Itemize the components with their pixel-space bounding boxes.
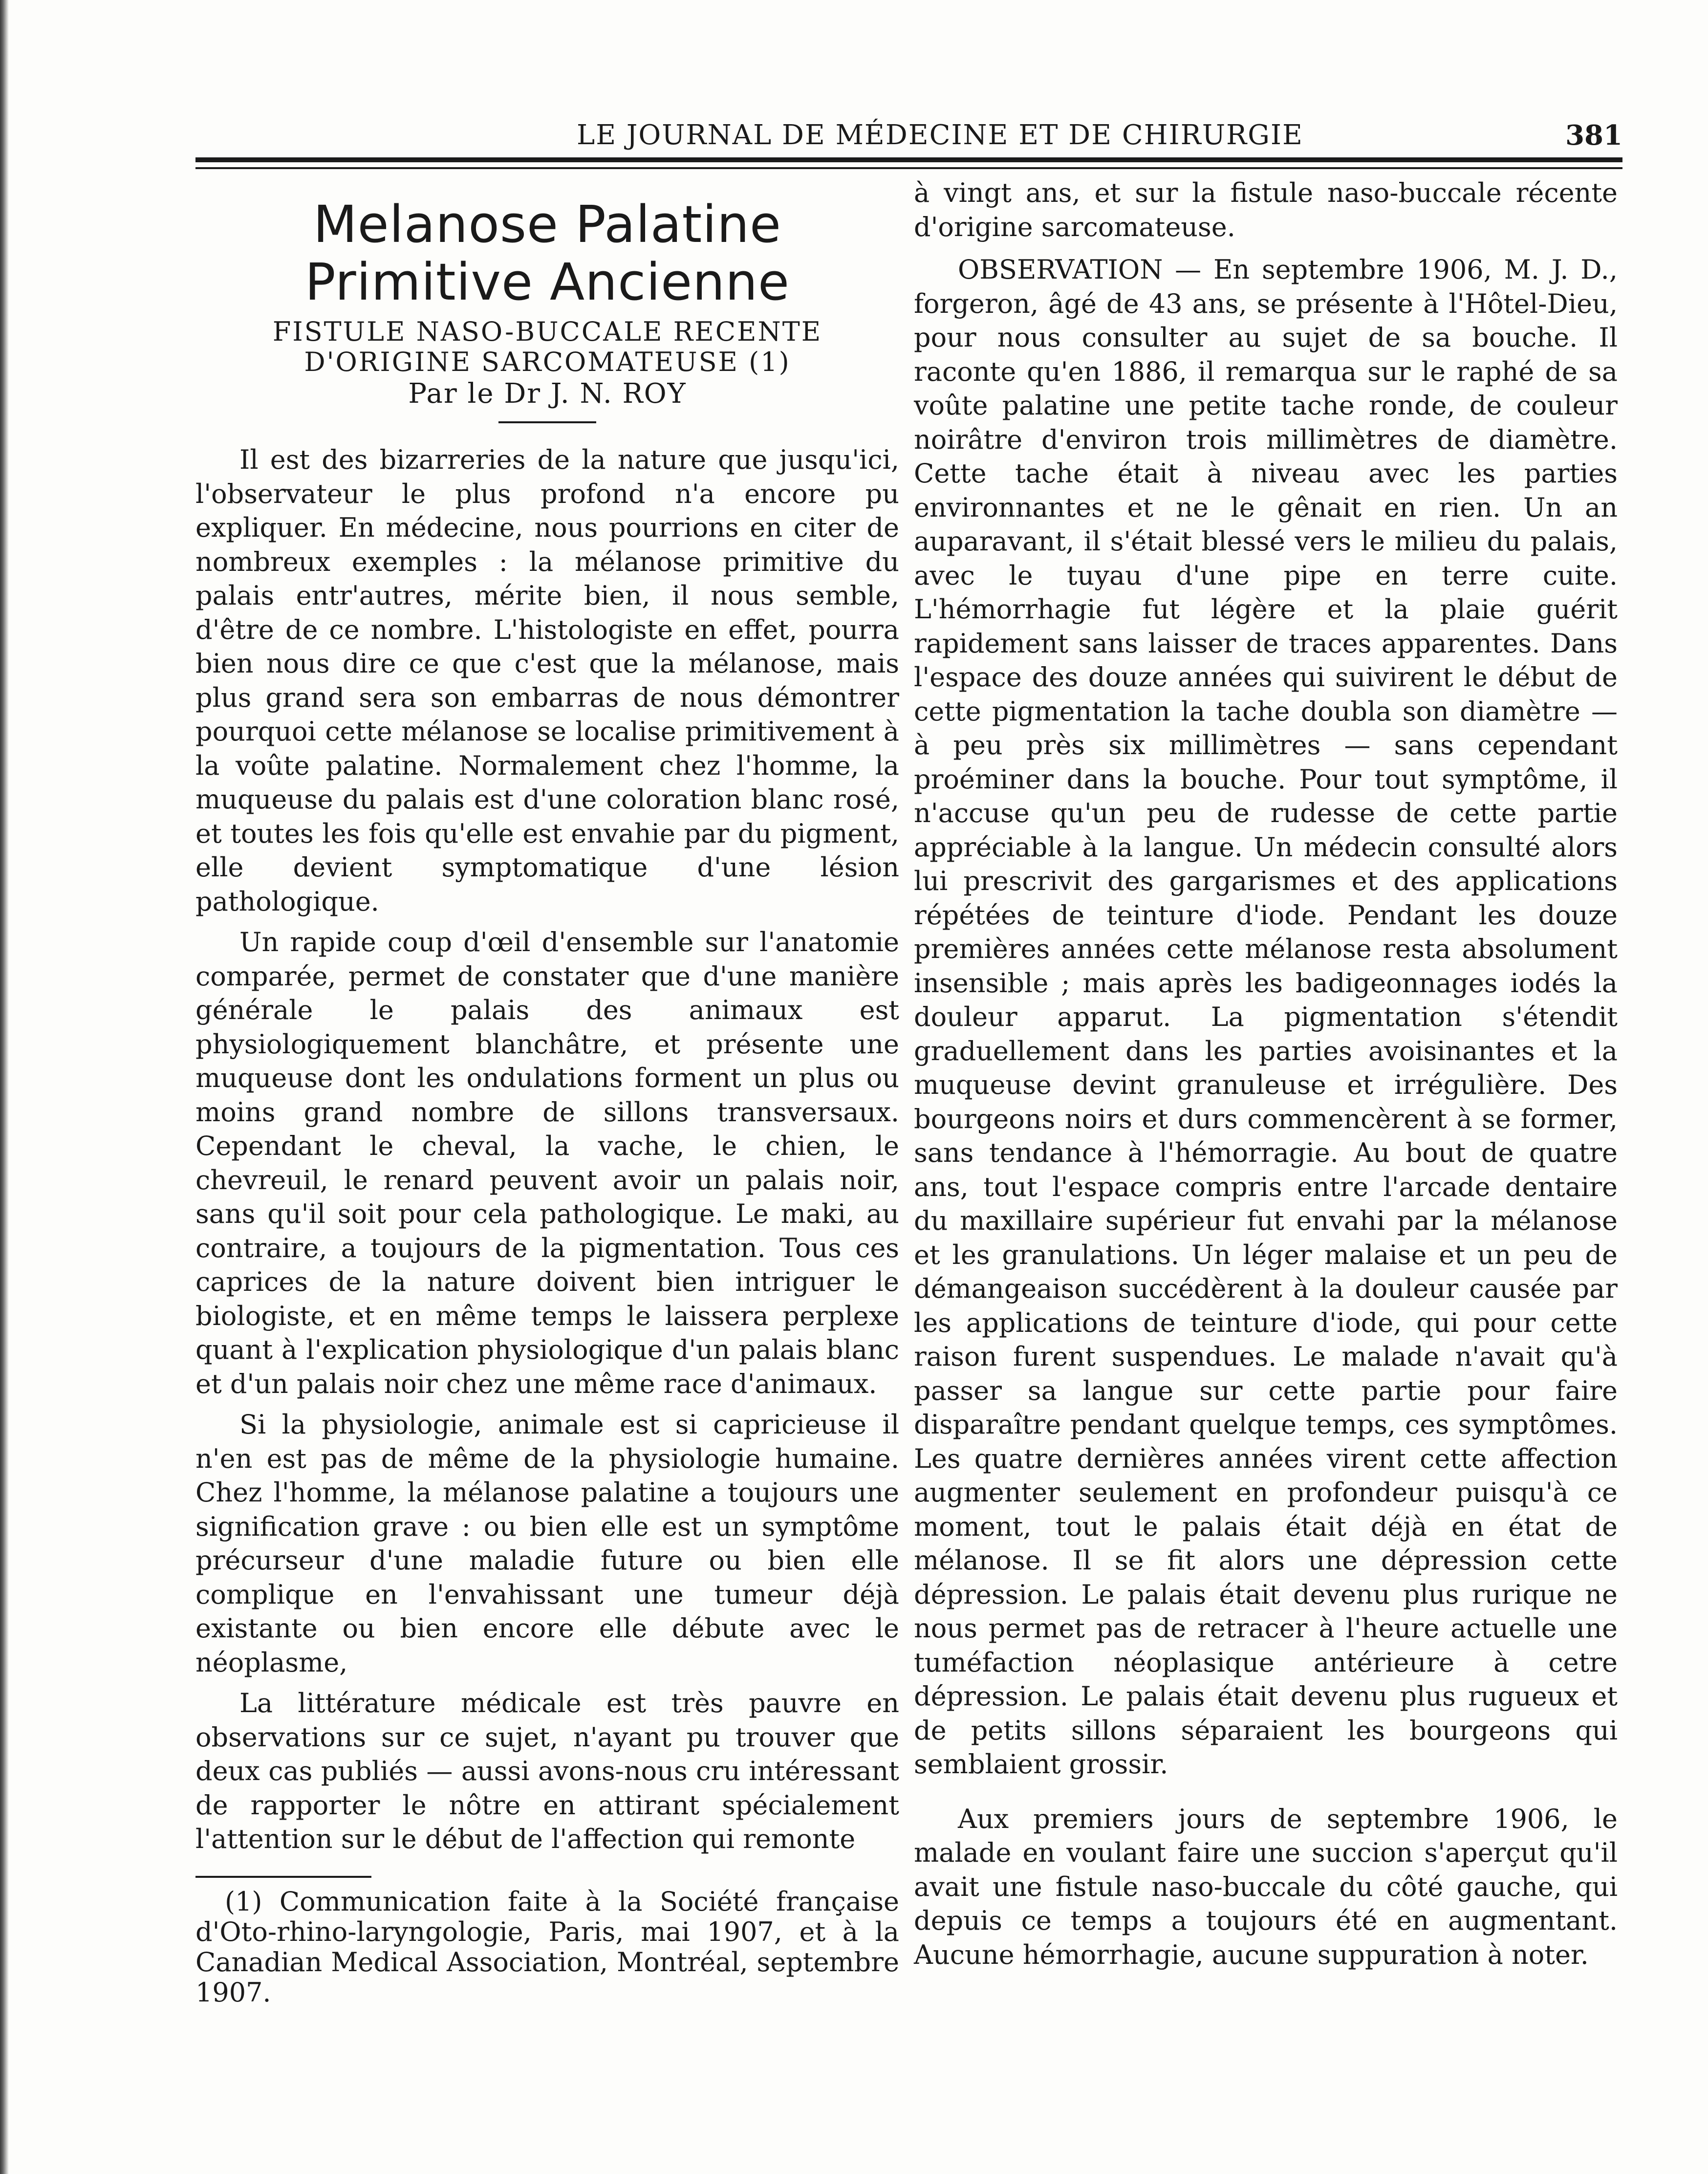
paragraph-literature: La littérature médicale est très pauvre en observations sur ce sujet, n'ayant pu trouver que deux cas publiés — aussi avons-nous cru intéressant de rapporter le nôtre en attirant spécialement l'attention sur le début de l'affection qui remonte [195,1688,899,1854]
paragraph-continuation: à vingt ans, et sur la fistule naso-buccale récente d'origine sarcomateuse. [914,177,1618,242]
journal-title: LE JOURNAL DE MÉDECINE ET DE CHIRURGIE [577,119,1303,151]
article-byline: Par le Dr J. N. ROY [408,378,687,410]
header-rule-thin [195,167,1622,169]
paragraph-fistula: Aux premiers jours de septembre 1906, le malade en voulant faire une succion s'aperçut qu'il avait une fistule naso-buccale du côté gauche, qui depuis ce temps a toujours été en augmentant. Aucune hémorrhagie, aucune suppuration à noter. [914,1803,1618,1970]
article-subtitle-line1: FISTULE NASO-BUCCALE RECENTE [272,316,822,347]
paragraph-intro: Il est des bizarreries de la nature que jusqu'ici, l'observateur le plus profond n'a encore pu expliquer. En médecine, nous pourrions en citer de nombreux exemples : la mélanose primitive du palais entr'autres, mérite bien, il nous semble, d'être de ce nombre. L'histologiste en effet, pourra bien nous dire ce que c'est que la mélanose, mais plus grand sera son embarras de nous démontrer pourquoi cette mélanose se localise primitivement à la voûte palatine. Normalement chez l'homme, la muqueuse du palais est d'une coloration blanc rosé, et toutes les fois qu'elle est envahie par du pigment, elle devient symptomatique d'une lésion pathologique. [195,444,899,917]
left-column [195,196,899,2008]
scan-edge [0,0,9,2174]
footnote: (1) Communication faite à la Société française d'Oto-rhino-laryngologie, Paris, mai 1907, et à la Canadian Medical Association, Montréal, septembre 1907. [195,1886,899,2008]
article-subtitle-line2: D'ORIGINE SARCOMATEUSE (1) [304,347,791,377]
running-header [195,119,1622,154]
title-divider [498,421,596,423]
article-title: Melanose Palatine Primitive Ancienne [305,195,790,312]
paragraph-physiology: Si la physiologie, animale est si capricieuse il n'en est pas de même de la physiologie humaine. Chez l'homme, la mélanose palatine a toujours une signification grave : ou bien elle est un symptôme précurseur d'une maladie future ou bien elle complique en l'envahissant une tumeur déjà existante ou bien encore elle débute avec le néoplasme, [195,1409,899,1678]
footnote-rule [195,1876,371,1878]
header-rule-thick [195,157,1622,162]
page-number: 381 [1565,119,1622,152]
paragraph-observation: OBSERVATION — En septembre 1906, M. J. D., forgeron, âgé de 43 ans, se présente à l'Hôtel-Dieu, pour nous consulter au sujet de sa bouche. Il raconte qu'en 1886, il remarqua sur le raphé de sa voûte palatine une petite tache ronde, de couleur noirâtre d'environ trois millimètres de diamètre. Cette tache était à niveau avec les parties environnantes et ne le gênait en rien. Un an auparavant, il s'était blessé vers le milieu du palais, avec le tuyau d'une pipe en terre cuite. L'hémorrhagie fut légère et la plaie guérit rapidement sans laisser de traces apparentes. Dans l'espace des douze années qui suivirent le début de cette pigmentation la tache doubla son diamètre — à peu près six millimètres — sans cependant proéminer dans la bouche. Pour tout symptôme, il n'accuse qu'un peu de rudesse de cette partie appréciable à la langue. Un médecin consulté alors lui prescrivit des gargarismes et des applications répétées de teinture d'iode. Pendant les douze premières années cette mélanose resta absolument insensible ; mais après les badigeonnages iodés la douleur apparut. La pigmentation s'étendit graduellement dans les parties avoisinantes et la muqueuse devint granuleuse et irrégulière. Des bourgeons noirs et durs commencèrent à se former, sans tendance à l'hémorragie. Au bout de quatre ans, tout l'espace compris entre l'arcade dentaire du maxillaire supérieur fut envahi par la mélanose et les granulations. Un léger malaise et un peu de démangeaison succédèrent à la douleur causée par les applications de teinture d'iode, qui pour cette raison furent suspendues. Le malade n'avait qu'à passer sa langue sur cette partie pour faire disparaître pendant quelque temps, ces symptômes. Les quatre dernières années virent cette affection augmenter seulement en profondeur puisqu'à ce moment, tout le palais était déjà en état de mélanose. Il se fit alors une dépression cette dépression. Le palais était devenu plus rurique ne nous permet pas de retracer à l'heure actuelle une tuméfaction néoplasique antérieure à cetre dépression. Le palais était devenu plus rugueux et de petits sillons séparaient les bourgeons qui semblaient grossir. [914,254,1618,1780]
paragraph-anatomy: Un rapide coup d'œil d'ensemble sur l'anatomie comparée, permet de constater que d'une manière générale le palais des animaux est physiologiquement blanchâtre, et présente une muqueuse dont les ondulations forment un plus ou moins grand nombre de sillons transversaux. Cependant le cheval, la vache, le chien, le chevreuil, le renard peuvent avoir un palais noir, sans qu'il soit pour cela pathologique. Le maki, au contraire, a toujours de la pigmentation. Tous ces caprices de la nature doivent bien intriguer le biologiste, et en même temps le laissera perplexe quant à l'explication physiologique d'un palais blanc et d'un palais noir chez une même race d'animaux. [195,927,899,1399]
right-column [914,176,1618,1978]
